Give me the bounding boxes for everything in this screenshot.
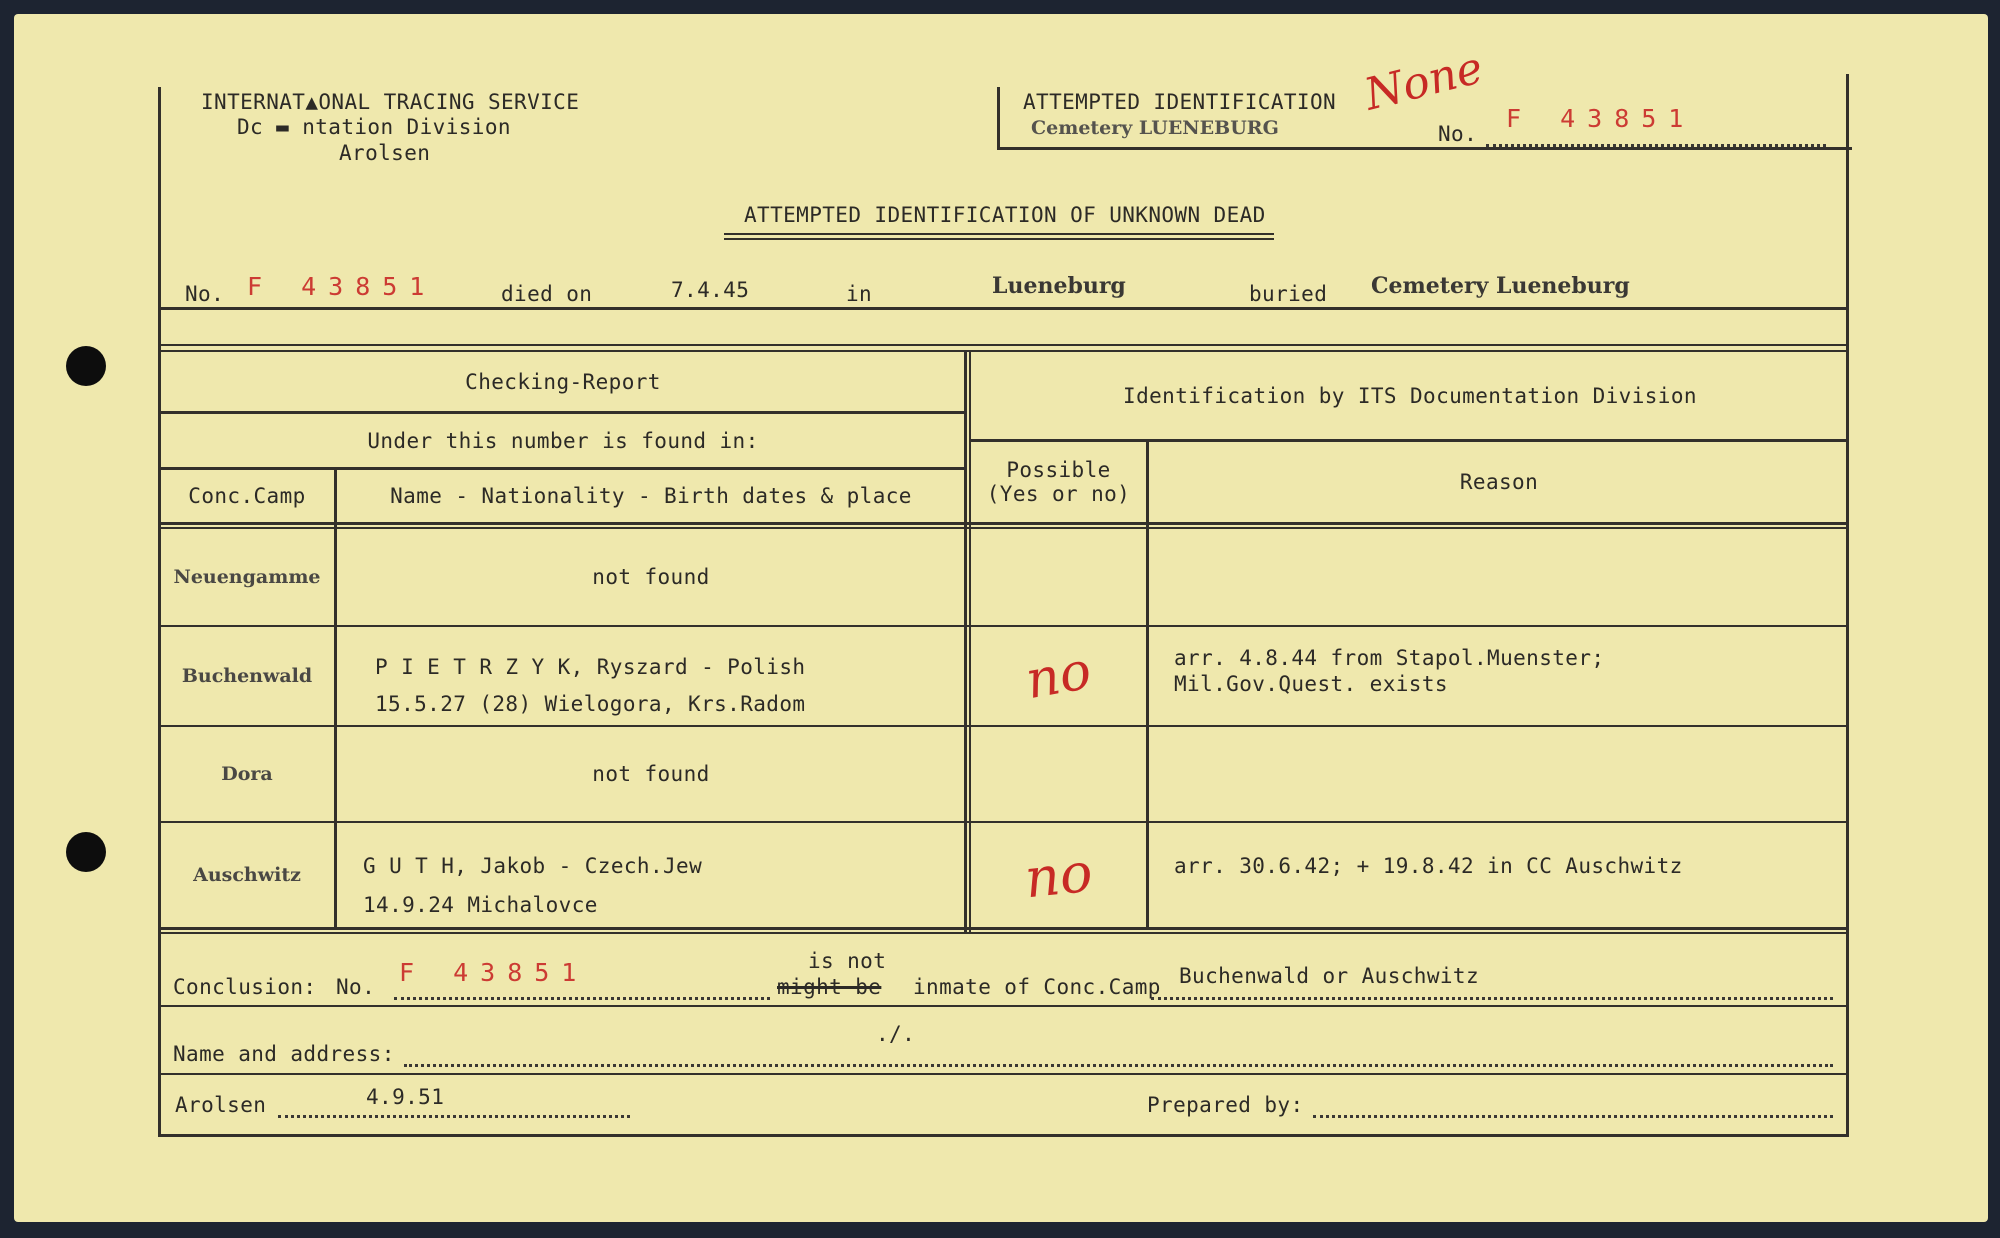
footer-city: Arolsen (175, 1093, 267, 1117)
org-city: Arolsen (339, 141, 431, 165)
record-no-label: No. (185, 282, 225, 306)
header-no-value: F 43851 (1506, 104, 1696, 133)
row-possible: no (1021, 840, 1096, 910)
row-reason-line1: arr. 30.6.42; + 19.8.42 in CC Auschwitz (1174, 854, 1683, 878)
row-reason-line2: Mil.Gov.Quest. exists (1174, 672, 1448, 696)
row-camp: Neuengamme (173, 566, 321, 588)
punch-hole-top (66, 346, 106, 386)
col-reason: Reason (1459, 470, 1539, 494)
row-camp: Dora (221, 763, 273, 785)
row-camp: Auschwitz (193, 864, 301, 886)
punch-hole-bottom (66, 832, 106, 872)
identification-header: Identification by ITS Documentation Division (1123, 383, 1697, 408)
died-label: died on (501, 282, 593, 306)
buried-stamp: Cemetery Lueneburg (1371, 273, 1630, 299)
col-possible-line1: Possible (1006, 458, 1111, 482)
name-address-label: Name and address: (173, 1042, 395, 1066)
row-name: not found (592, 762, 710, 786)
row-name-line1: G U T H, Jakob - Czech.Jew (363, 854, 703, 878)
org-name: INTERNAT▲ONAL TRACING SERVICE (201, 90, 580, 114)
col-name-details: Name - Nationality - Birth dates & place (390, 484, 912, 508)
found-in-subheader: Under this number is found in: (367, 428, 759, 453)
box-title: ATTEMPTED IDENTIFICATION (1023, 90, 1337, 114)
checking-report-header: Checking-Report (465, 370, 661, 394)
record-card (14, 14, 1988, 1222)
footer-date: 4.9.51 (366, 1085, 445, 1109)
row-name: not found (592, 565, 710, 589)
conclusion-no-label: No. (336, 975, 376, 999)
conclusion-label: Conclusion: (173, 975, 317, 999)
row-name-line2: 15.5.27 (28) Wielogora, Krs.Radom (375, 692, 806, 716)
conclusion-is-not: is not (808, 949, 887, 973)
row-possible: no (1021, 640, 1096, 712)
conclusion-no-value: F 43851 (399, 958, 589, 987)
row-name-line2: 14.9.24 Michalovce (363, 893, 598, 917)
conclusion-struck: might be (777, 975, 882, 999)
box-cemetery-stamp: Cemetery LUENEBURG (1031, 117, 1279, 139)
conclusion-camps: Buchenwald or Auschwitz (1179, 964, 1479, 988)
row-name-line1: P I E T R Z Y K, Ryszard - Polish (375, 655, 806, 679)
document-title: ATTEMPTED IDENTIFICATION OF UNKNOWN DEAD (744, 203, 1266, 227)
in-label: in (846, 282, 873, 306)
handwritten-note: None (1359, 42, 1488, 121)
name-address-value: ./. (876, 1022, 916, 1046)
buried-label: buried (1249, 282, 1328, 306)
row-reason-line1: arr. 4.8.44 from Stapol.Muenster; (1174, 646, 1605, 670)
place-stamp: Lueneburg (992, 273, 1126, 299)
division-name: Dc ▬ ntation Division (237, 115, 511, 139)
conclusion-rest: inmate of Conc.Camp (913, 975, 1161, 999)
col-conc-camp: Conc.Camp (188, 484, 306, 508)
col-possible (971, 442, 1146, 522)
row-camp: Buchenwald (181, 665, 313, 687)
header-no-label: No. (1438, 122, 1478, 146)
col-possible-line2: (Yes or no) (986, 482, 1131, 506)
record-no-value: F 43851 (247, 272, 437, 301)
prepared-by-label: Prepared by: (1147, 1093, 1304, 1117)
died-value: 7.4.45 (671, 278, 750, 302)
